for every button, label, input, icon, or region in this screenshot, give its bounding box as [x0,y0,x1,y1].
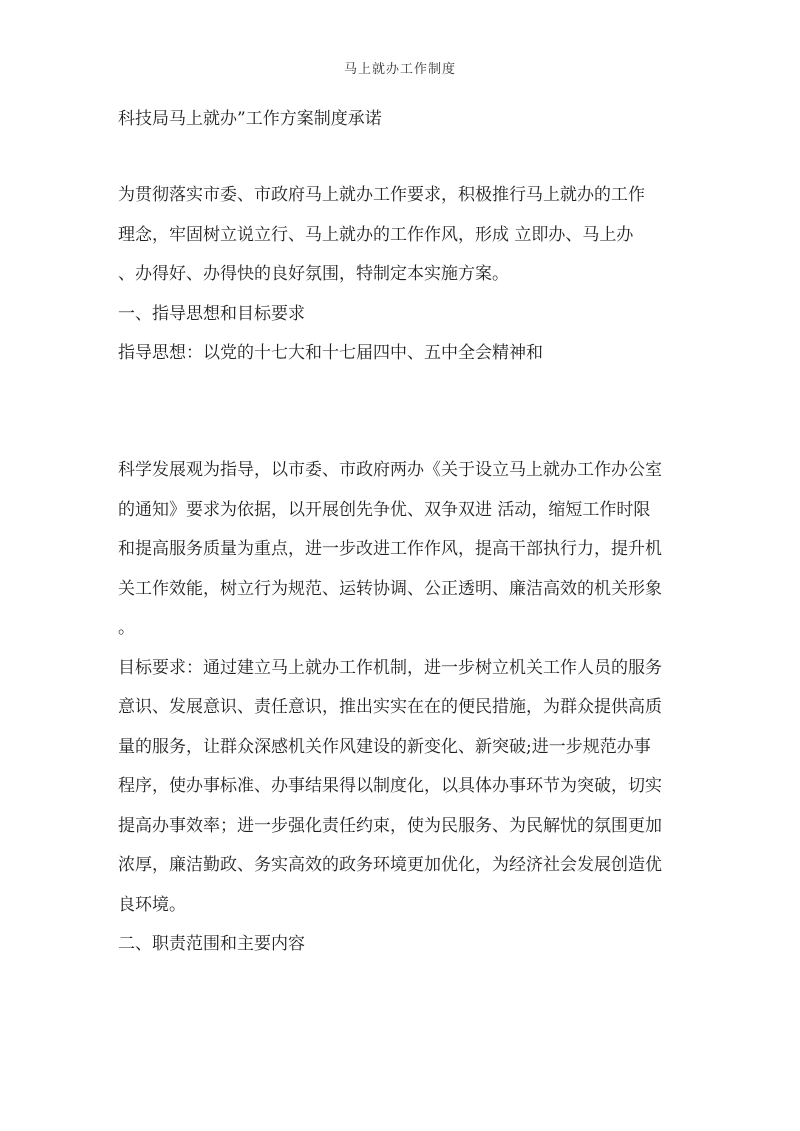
paragraph-line: 。 [118,618,135,638]
guiding-paragraph [118,451,698,965]
page-header: 马上就办工作制度 [343,62,456,77]
paragraph-line: 理念，牢固树立说立行、马上就办的工作作风，形成 立即办、马上办 [118,224,634,245]
section-heading-2: 二、职责范围和主要内容 [118,934,305,954]
paragraph-line: 目标要求：通过建立马上就办工作机制，进一步树立机关工作人员的服务 [118,657,662,678]
paragraph-line: 科学发展观为指导，以市委、市政府两办《关于设立马上就办工作办公室 [118,460,662,480]
document-title: 科技局马上就办”工作方案制度承诺 [118,109,382,129]
paragraph-line: 意识、发展意识、责任意识，推出实实在在的便民措施，为群众提供高质 [118,697,662,717]
paragraph-line: 良环境。 [118,894,186,915]
intro-paragraph [118,176,698,374]
paragraph-line: 为贯彻落实市委、市政府马上就办工作要求，积极推行马上就办的工作 [118,185,645,205]
paragraph-line: 量的服务，让群众深感机关作风建设的新变化、新突破;进一步规范办事 [118,736,651,757]
guiding-intro-line: 指导思想：以党的十七大和十七届四中、五中全会精神和 [118,343,543,363]
paragraph-line: 程序，使办事标准、办事结果得以制度化，以具体办事环节为突破，切实 [118,776,662,796]
paragraph-line: 浓厚，廉洁勤政、务实高效的政务环境更加优化，为经济社会发展创造优 [118,855,662,875]
paragraph-line: 提高办事效率；进一步强化责任约束，使为民服务、为民解忧的氛围更加 [118,815,662,836]
paragraph-line: 和提高服务质量为重点，进一步改进工作作风，提高干部执行力，提升机 [118,539,662,559]
section-heading-1: 一、指导思想和目标要求 [118,303,305,324]
paragraph-line: 的通知》要求为依据，以开展创先争优、双争双进 活动，缩短工作时限 [118,499,651,520]
paragraph-line: 关工作效能，树立行为规范、运转协调、公正透明、廉洁高效的机关形象 [118,578,662,599]
paragraph-line: 、办得好、办得快的良好氛围，特制定本实施方案。 [118,264,509,284]
